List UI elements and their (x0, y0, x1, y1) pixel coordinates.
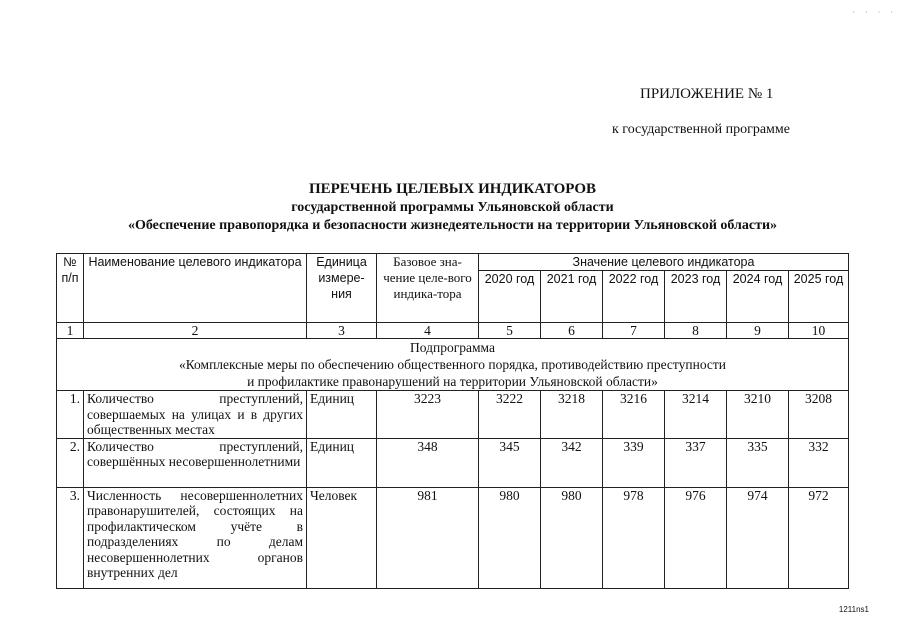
column-number: 9 (727, 323, 789, 339)
year-value: 339 (603, 438, 665, 487)
year-value: 3216 (603, 391, 665, 439)
subprogram-label: Подпрограмма (410, 340, 495, 355)
table-row (57, 438, 849, 487)
column-number: 3 (307, 323, 377, 339)
col-name-header: Наименование целевого индикатора (84, 254, 307, 323)
year-header: 2020 год (479, 271, 541, 323)
table-row (57, 487, 849, 588)
year-value: 3222 (479, 391, 541, 439)
indicator-name: Количество преступлений, совершаемых на улицах и в других общественных местах (84, 391, 307, 439)
header-row-1 (57, 254, 849, 271)
column-number: 4 (377, 323, 479, 339)
appendix-subtitle: к государственной программе (612, 122, 790, 137)
year-header: 2024 год (727, 271, 789, 323)
base-value: 3223 (377, 391, 479, 439)
year-header: 2021 год (541, 271, 603, 323)
unit-cell: Человек (307, 487, 377, 588)
column-number: 1 (57, 323, 84, 339)
year-value: 980 (479, 487, 541, 588)
row-index: 1. (57, 391, 84, 439)
year-header: 2022 год (603, 271, 665, 323)
subprogram-name-line1: «Комплексные меры по обеспечению общественного порядка, противодействию преступности (178, 357, 727, 372)
year-value: 337 (665, 438, 727, 487)
base-value: 348 (377, 438, 479, 487)
col-base-header: Базовое зна-чение целе-вого индика-тора (377, 254, 479, 323)
indicator-name: Численность несовершеннолетних правонарушителей, состоящих на профилактическом учёте в подразделениях по делам несовершеннолетних органов внутренних дел (84, 487, 307, 588)
column-number: 10 (789, 323, 849, 339)
subprogram-name-line2: и профилактике правонарушений на территории Ульяновской области» (247, 374, 658, 389)
column-number: 2 (84, 323, 307, 339)
program-name: «Обеспечение правопорядка и безопасности жизнедеятельности на территории Ульяновской области» (127, 218, 778, 233)
column-numbers-row (57, 323, 849, 339)
row-index: 2. (57, 438, 84, 487)
year-value: 3214 (665, 391, 727, 439)
year-header: 2025 год (789, 271, 849, 323)
col-values-header: Значение целевого индикатора (479, 254, 849, 271)
year-value: 974 (727, 487, 789, 588)
year-value: 335 (727, 438, 789, 487)
year-value: 3210 (727, 391, 789, 439)
unit-cell: Единиц (307, 391, 377, 439)
year-header: 2023 год (665, 271, 727, 323)
table-row (57, 391, 849, 439)
document-subtitle: государственной программы Ульяновской области (291, 200, 614, 215)
document-title: ПЕРЕЧЕНЬ ЦЕЛЕВЫХ ИНДИКАТОРОВ (308, 181, 597, 197)
year-value: 976 (665, 487, 727, 588)
column-number: 8 (665, 323, 727, 339)
col-num-header: № п/п (57, 254, 84, 323)
year-value: 342 (541, 438, 603, 487)
row-index: 3. (57, 487, 84, 588)
year-value: 3218 (541, 391, 603, 439)
subprogram-row (57, 339, 849, 391)
col-unit-header: Единица измере-ния (307, 254, 377, 323)
year-value: 978 (603, 487, 665, 588)
column-number: 5 (479, 323, 541, 339)
year-value: 972 (789, 487, 849, 588)
indicators-table (56, 253, 849, 589)
indicator-name: Количество преступлений, совершённых несовершеннолетними (84, 438, 307, 487)
year-value: 980 (541, 487, 603, 588)
year-value: 345 (479, 438, 541, 487)
subprogram-cell (57, 339, 849, 391)
year-value: 3208 (789, 391, 849, 439)
appendix-title: ПРИЛОЖЕНИЕ № 1 (640, 86, 774, 102)
page-stamp: 1211ns1 (838, 605, 869, 614)
year-value: 332 (789, 438, 849, 487)
base-value: 981 (377, 487, 479, 588)
unit-cell: Единиц (307, 438, 377, 487)
column-number: 7 (603, 323, 665, 339)
scan-marks: · · · · (852, 8, 897, 17)
column-number: 6 (541, 323, 603, 339)
